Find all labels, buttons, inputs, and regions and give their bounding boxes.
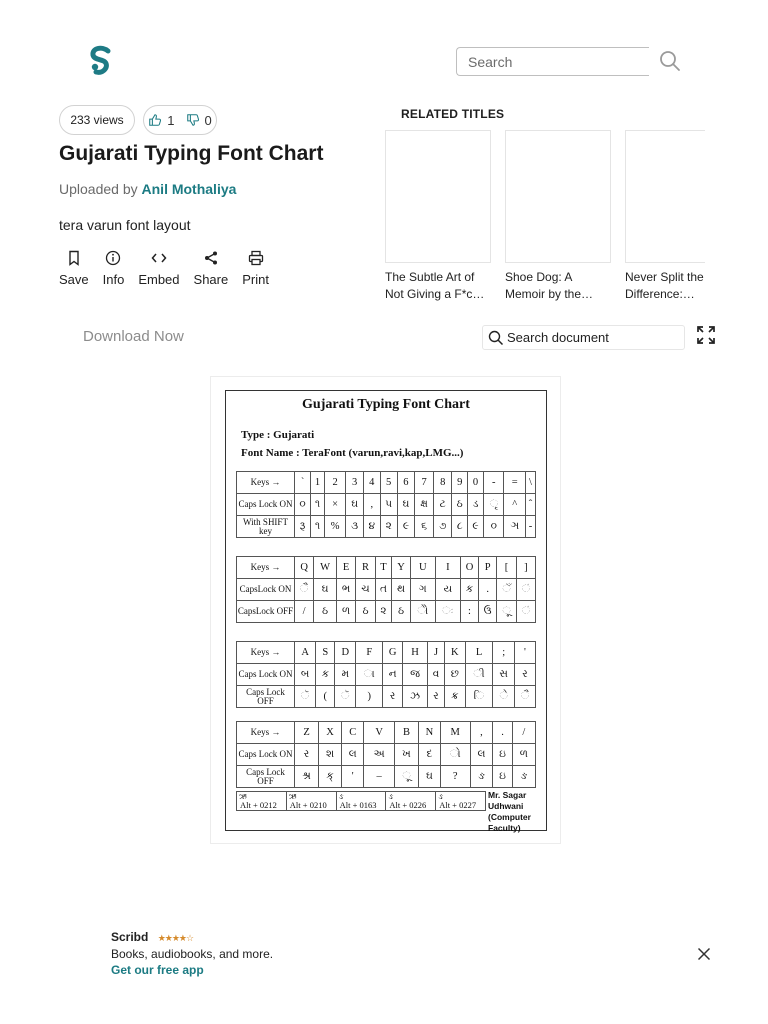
key-cell: 2 (324, 472, 345, 494)
key-cell: A (295, 642, 316, 664)
key-cell: ઘ (346, 494, 364, 516)
alt-code-glyph: ઙ (388, 792, 394, 801)
key-cell: ૮ (452, 516, 468, 538)
uploaded-by-label: Uploaded by (59, 181, 138, 197)
key-cell: ? (440, 766, 470, 788)
key-cell: ય (435, 579, 460, 601)
key-cell: 0 (468, 472, 484, 494)
keyboard-table-row (237, 722, 536, 744)
keyboard-table-row1 (236, 471, 536, 538)
key-cell: ; (493, 642, 514, 664)
key-cell: ં (516, 579, 535, 601)
print-icon (248, 250, 264, 266)
alt-code-glyph: ઋ (288, 792, 297, 801)
alt-code-value: Alt + 0210 (289, 800, 327, 810)
key-cell: ટ (434, 494, 452, 516)
key-cell: ૂ (394, 766, 418, 788)
key-cell: / (295, 601, 314, 623)
key-cell: I (435, 557, 460, 579)
keyboard-table-row (237, 642, 536, 664)
key-cell: ત (375, 579, 391, 601)
key-cell: \ (525, 472, 535, 494)
key-cell: લ (341, 744, 364, 766)
key-cell: S (316, 642, 335, 664)
related-title-thumbnail[interactable] (625, 130, 705, 263)
key-cell: ો (440, 744, 470, 766)
share-label: Share (193, 272, 229, 287)
alt-code-cell (386, 792, 436, 810)
document-search-input[interactable] (482, 325, 685, 350)
key-cell: ઠ (356, 601, 375, 623)
key-cell: / (512, 722, 535, 744)
alt-code-glyph: ઙ (338, 792, 344, 801)
related-title-thumbnail[interactable] (385, 130, 491, 263)
row-label: Keys → (237, 557, 295, 579)
document-page[interactable] (210, 376, 561, 844)
key-cell: 7 (415, 472, 434, 494)
likes-count: 1 (167, 112, 175, 128)
key-cell: ૯ (468, 516, 484, 538)
key-cell: ) (356, 686, 383, 708)
key-cell: 5 (380, 472, 397, 494)
alt-code-cell (237, 792, 287, 810)
keyboard-table-row (237, 744, 536, 766)
uploader-link[interactable]: Anil Mothaliya (141, 181, 237, 197)
key-cell: ા (356, 664, 383, 686)
key-cell: , (470, 722, 493, 744)
key-cell: 8 (434, 472, 452, 494)
key-cell: ઁ (497, 579, 516, 601)
keyboard-table-row (237, 601, 536, 623)
key-cell: ઇ (493, 766, 513, 788)
key-cell: ^ (504, 494, 526, 516)
credit-name: Mr. Sagar Udhwani (488, 790, 527, 811)
key-cell: ક્ (319, 766, 342, 788)
key-cell: ક (461, 579, 479, 601)
print-button[interactable] (242, 250, 269, 287)
key-cell: રૂ (295, 516, 311, 538)
key-cell: X (319, 722, 342, 744)
thumbs-down-icon[interactable] (186, 113, 200, 127)
key-cell: ર (383, 686, 403, 708)
related-title-text[interactable]: Never Split the Difference:… (625, 270, 704, 301)
key-cell: , (363, 494, 380, 516)
key-cell: થ (392, 579, 411, 601)
key-cell: ળ (336, 601, 355, 623)
key-cell: L (465, 642, 493, 664)
key-cell: ખ (394, 744, 418, 766)
key-cell: લ (470, 744, 493, 766)
key-cell: F (356, 642, 383, 664)
alt-code-cell (287, 792, 337, 810)
key-cell: છ (445, 664, 466, 686)
row-label: Keys → (237, 642, 295, 664)
related-title-card[interactable] (385, 130, 493, 303)
rating-stars: ★★★★☆ (157, 933, 194, 943)
row-label: CapsLock ON (237, 579, 295, 601)
key-cell: - (483, 472, 504, 494)
key-cell: ' (514, 642, 535, 664)
alt-code-row (236, 791, 486, 811)
key-cell: D (335, 642, 356, 664)
print-label: Print (242, 272, 269, 287)
scribd-logo[interactable] (86, 45, 118, 79)
key-cell: E (336, 557, 355, 579)
key-cell: ઃ (435, 601, 460, 623)
key-cell: ૧ (311, 516, 325, 538)
chart-font-line: Font Name : TeraFont (varun,ravi,kap,LMG...) (241, 447, 464, 459)
key-cell: . (493, 722, 513, 744)
keyboard-table-row (237, 494, 536, 516)
key-cell: ૩ (346, 516, 364, 538)
get-app-link[interactable]: Get our free app (111, 963, 204, 977)
search-icon (488, 330, 504, 346)
key-cell: % (324, 516, 345, 538)
key-cell: M (440, 722, 470, 744)
key-cell: ક (316, 664, 335, 686)
app-promo-banner (111, 929, 273, 978)
key-cell: ૨ (375, 601, 391, 623)
keyboard-table-row2 (236, 556, 536, 623)
key-cell: V (364, 722, 394, 744)
alt-code-value: Alt + 0226 (389, 800, 427, 810)
key-cell: ર (295, 744, 319, 766)
row-label: Caps Lock ON (237, 744, 295, 766)
embed-label: Embed (138, 272, 180, 287)
key-cell: ઘ (314, 579, 337, 601)
key-cell: ઙ (512, 766, 535, 788)
key-cell: ૧ (311, 494, 325, 516)
key-cell: ઙ (470, 766, 493, 788)
key-cell: ( (316, 686, 335, 708)
key-cell: J (428, 642, 445, 664)
views-count: 233 views (59, 105, 135, 135)
key-cell: ે (493, 686, 514, 708)
key-cell: શ્ર (295, 766, 319, 788)
uploader-line (59, 181, 236, 197)
document-description: tera varun font layout (59, 217, 191, 233)
key-cell: ઠ (452, 494, 468, 516)
key-cell: ઘ (397, 494, 414, 516)
row-label: Caps Lock ON (237, 494, 295, 516)
chart-credit (488, 790, 546, 834)
key-cell: - (525, 516, 535, 538)
key-cell: ૦ (483, 516, 504, 538)
info-label: Info (102, 272, 125, 287)
fullscreen-icon[interactable] (697, 326, 715, 344)
keyboard-table-row4 (236, 721, 536, 788)
alt-code-value: Alt + 0227 (439, 800, 477, 810)
key-cell: C (341, 722, 364, 744)
key-cell: ી (465, 664, 493, 686)
key-cell: ઠ (392, 601, 411, 623)
row-label: Caps Lock OFF (237, 686, 295, 708)
info-button[interactable] (103, 250, 125, 287)
key-cell: ૈ (295, 579, 314, 601)
keyboard-table-row3 (236, 641, 536, 708)
key-cell: ભ (336, 579, 355, 601)
key-cell: ગ (410, 579, 435, 601)
key-cell: ક્ર (445, 686, 466, 708)
keyboard-table-row (237, 516, 536, 538)
key-cell: ચ (356, 579, 375, 601)
alt-code-value: Alt + 0163 (339, 800, 377, 810)
key-cell: × (324, 494, 345, 516)
key-cell: ૈ (514, 686, 535, 708)
info-icon (105, 250, 121, 266)
key-cell: ૨ (380, 516, 397, 538)
key-cell: ૃ (483, 494, 504, 516)
key-cell: U (410, 557, 435, 579)
key-cell: Z (295, 722, 319, 744)
key-cell: K (445, 642, 466, 664)
app-tagline: Books, audiobooks, and more. (111, 947, 274, 961)
key-cell: Y (392, 557, 411, 579)
alt-code-cell (436, 792, 485, 810)
key-cell: B (394, 722, 418, 744)
document-search-placeholder: Search document (507, 330, 609, 345)
keyboard-table-row (237, 579, 536, 601)
key-cell: ` (295, 472, 311, 494)
key-cell: ન (383, 664, 403, 686)
row-label: Caps Lock ON (237, 664, 295, 686)
key-cell: ૅ (335, 686, 356, 708)
key-cell: : (461, 601, 479, 623)
key-cell: સ (493, 664, 514, 686)
search-input[interactable]: Search (456, 47, 649, 76)
key-cell: [ (497, 557, 516, 579)
action-bar (59, 250, 283, 287)
key-cell: ઘ (419, 766, 441, 788)
close-icon[interactable] (697, 947, 711, 961)
chart-type-line: Type : Gujarati (241, 429, 315, 441)
key-cell: પ (380, 494, 397, 516)
key-cell: P (478, 557, 497, 579)
row-label: With SHIFT key (237, 516, 295, 538)
key-cell: Q (295, 557, 314, 579)
key-cell: બ (295, 664, 316, 686)
key-cell: 1 (311, 472, 325, 494)
key-cell: ૬ (415, 516, 434, 538)
key-cell: ઠ (314, 601, 337, 623)
page-title: Gujarati Typing Font Chart (59, 142, 324, 165)
alt-code-value: Alt + 0212 (240, 800, 277, 810)
key-cell: ૂ (497, 601, 516, 623)
key-cell: R (356, 557, 375, 579)
alt-code-glyph: ઙ (438, 792, 444, 801)
key-cell: = (504, 472, 526, 494)
key-cell: G (383, 642, 403, 664)
key-cell: ર (428, 686, 445, 708)
key-cell: ઝ (403, 686, 428, 708)
font-chart (225, 390, 547, 831)
save-button[interactable] (59, 250, 89, 287)
key-cell: ૦ (295, 494, 311, 516)
search-icon[interactable] (658, 49, 682, 73)
key-cell: શ (319, 744, 342, 766)
download-now-button[interactable]: Download Now (83, 328, 184, 345)
row-label: Caps Lock OFF (237, 766, 295, 788)
key-cell: ˆ (525, 494, 535, 516)
key-cell: ક્ષ (415, 494, 434, 516)
key-cell: . (478, 579, 497, 601)
key-cell: ઉ (478, 601, 497, 623)
key-cell: ર (514, 664, 535, 686)
key-cell: ૪ (363, 516, 380, 538)
related-title-thumbnail[interactable] (505, 130, 611, 263)
key-cell: ] (516, 557, 535, 579)
key-cell: ળ (512, 744, 535, 766)
related-titles-carousel (385, 130, 705, 305)
keyboard-table-row (237, 472, 536, 494)
key-cell: ' (341, 766, 364, 788)
alt-code-glyph: ઋ (239, 792, 247, 801)
related-titles-heading: RELATED TITLES (401, 107, 505, 121)
related-title-text[interactable]: The Subtle Art of Not Giving a F*c… (385, 270, 485, 301)
related-title-text[interactable]: Shoe Dog: A Memoir by the… (505, 270, 594, 301)
keyboard-table-row (237, 557, 536, 579)
key-cell: વ (428, 664, 445, 686)
save-label: Save (59, 272, 89, 287)
row-label: CapsLock OFF (237, 601, 295, 623)
key-cell: O (461, 557, 479, 579)
row-label: Keys → (237, 472, 295, 494)
key-cell: મ (335, 664, 356, 686)
related-title-card[interactable] (625, 130, 705, 303)
key-cell: ઞ (504, 516, 526, 538)
key-cell: 6 (397, 472, 414, 494)
embed-icon (151, 250, 167, 266)
bookmark-icon (66, 250, 82, 266)
key-cell: H (403, 642, 428, 664)
embed-button[interactable] (138, 250, 179, 287)
keyboard-table-row (237, 686, 536, 708)
key-cell: ેો (410, 601, 435, 623)
key-cell: W (314, 557, 337, 579)
key-cell: જ (403, 664, 428, 686)
key-cell: 9 (452, 472, 468, 494)
credit-role: (Computer Faculty) (488, 812, 531, 833)
votes-pill (143, 105, 217, 135)
key-cell: 3 (346, 472, 364, 494)
key-cell: 4 (363, 472, 380, 494)
keyboard-table-row (237, 664, 536, 686)
keyboard-table-row (237, 766, 536, 788)
share-button[interactable] (194, 250, 229, 287)
key-cell: T (375, 557, 391, 579)
key-cell: િ (465, 686, 493, 708)
key-cell: ડ (468, 494, 484, 516)
key-cell: ં (516, 601, 535, 623)
chart-title: Gujarati Typing Font Chart (302, 397, 470, 412)
dislikes-count: 0 (204, 112, 212, 128)
share-icon (203, 250, 219, 266)
related-title-card[interactable] (505, 130, 613, 303)
row-label: Keys → (237, 722, 295, 744)
key-cell: ૅ (295, 686, 316, 708)
key-cell: ઇ (493, 744, 513, 766)
key-cell: દ (419, 744, 441, 766)
key-cell: અ (364, 744, 394, 766)
key-cell: ૯ (397, 516, 414, 538)
key-cell: ૭ (434, 516, 452, 538)
key-cell: N (419, 722, 441, 744)
app-brand: Scribd (111, 930, 149, 944)
alt-code-cell (337, 792, 387, 810)
key-cell: – (364, 766, 394, 788)
thumbs-up-icon[interactable] (148, 113, 162, 127)
